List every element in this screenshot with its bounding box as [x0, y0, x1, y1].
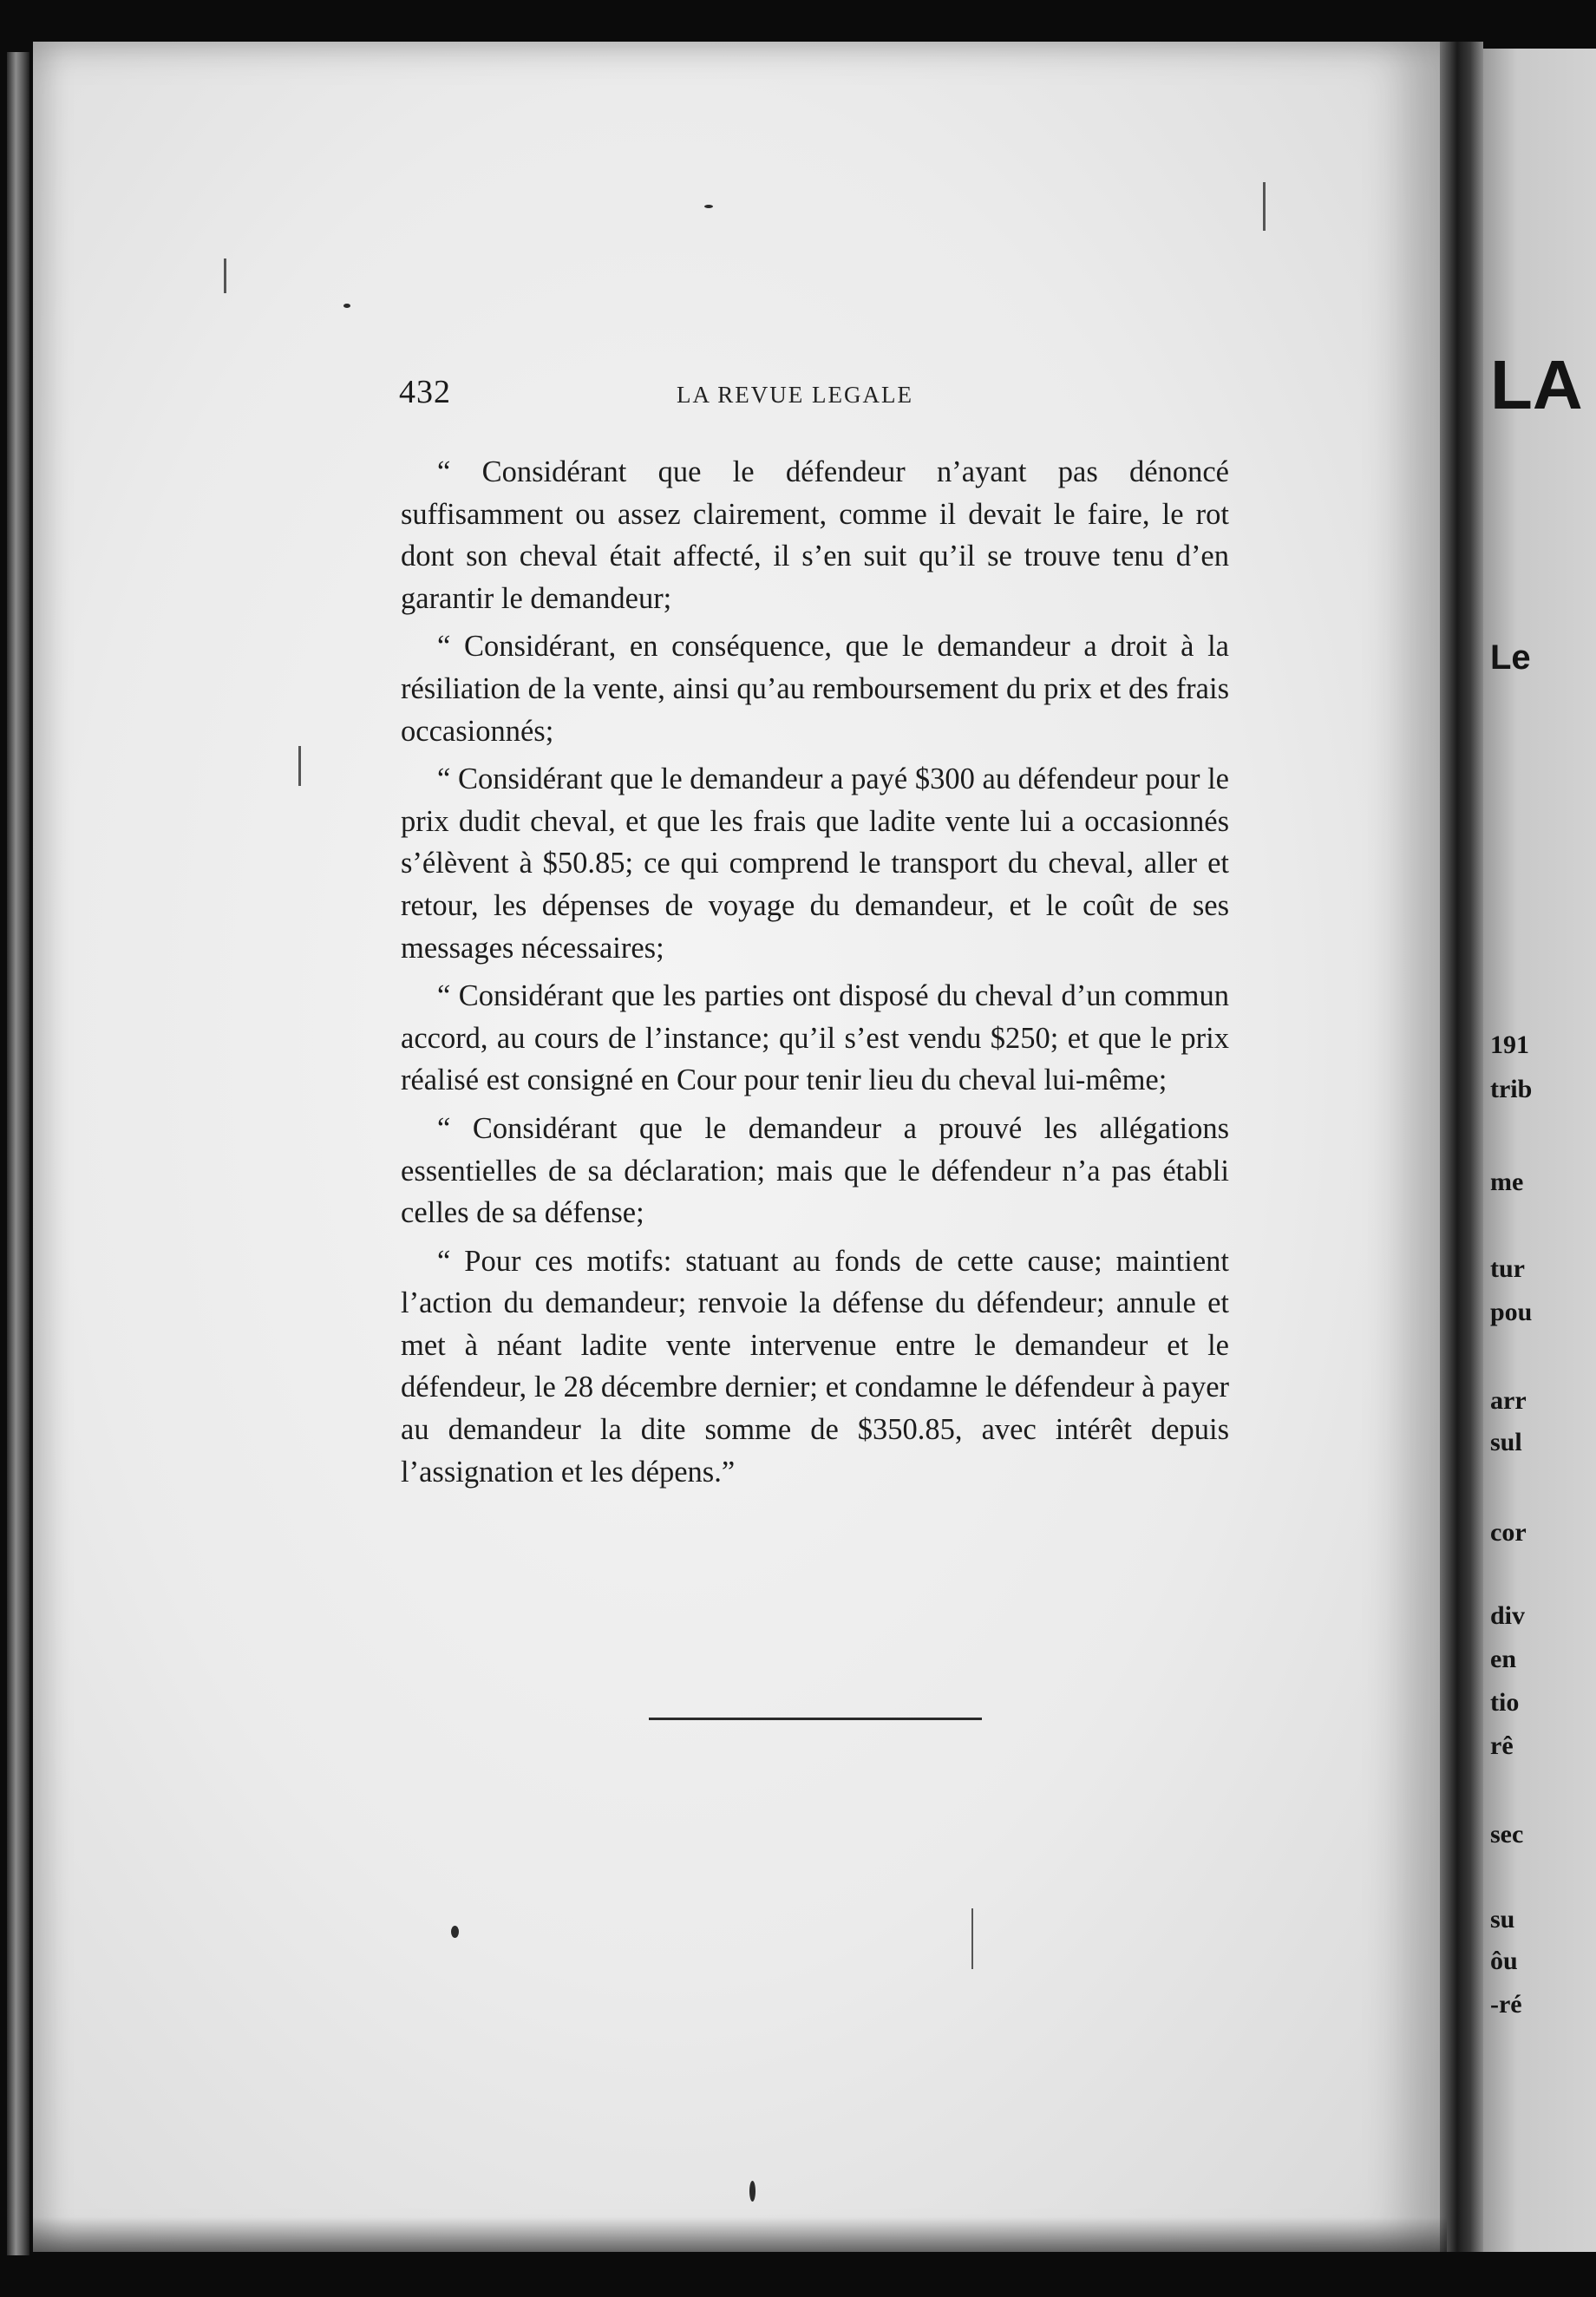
paper-speck	[749, 2181, 755, 2202]
paragraph: “ Considérant que le demandeur a prouvé les allégations essentielles de sa déclaration; mais que le défendeur n’a pas établi celles de sa défense;	[401, 1111, 1229, 1230]
facing-fragment: div	[1490, 1601, 1526, 1630]
end-rule	[649, 1718, 982, 1720]
page-number: 432	[399, 374, 451, 410]
facing-fragment: Le	[1490, 638, 1531, 677]
book-gutter	[1440, 42, 1483, 2252]
paper-speck	[343, 304, 350, 308]
paper-scratch	[298, 746, 301, 786]
facing-fragment: me	[1490, 1168, 1524, 1196]
paper-scratch	[1263, 182, 1266, 231]
facing-fragment: rê	[1490, 1731, 1514, 1760]
paper-speck	[451, 1926, 459, 1938]
paper-scratch	[971, 1908, 973, 1969]
facing-fragment: arr	[1490, 1386, 1527, 1415]
page-body	[401, 451, 1229, 1499]
facing-fragment: trib	[1490, 1075, 1533, 1103]
facing-fragment: cor	[1490, 1518, 1527, 1547]
facing-fragment: pou	[1490, 1298, 1533, 1326]
facing-fragment: 191	[1490, 1031, 1529, 1059]
facing-fragment: en	[1490, 1645, 1516, 1673]
paragraph: “ Considérant, en conséquence, que le demandeur a droit à la résiliation de la vente, ainsi qu’au remboursement du prix et des frais occasionnés;	[401, 630, 1229, 748]
paper-speck	[704, 205, 713, 208]
facing-fragment: sul	[1490, 1428, 1522, 1456]
paragraph: “ Considérant que le demandeur a payé $300 au défendeur pour le prix dudit cheval, et que les frais que ladite vente lui a occasionnés s’élèvent à $50.85; ce qui comprend le transport du cheval, aller et retour, les dépenses de voyage du demandeur, et le coût de ses messages nécessaires;	[401, 762, 1229, 965]
paragraph: “ Considérant que les parties ont disposé du cheval d’un commun accord, au cours de l’instance; qu’il s’est vendu $250; et que le prix réalisé est consigné en Cour pour tenir lieu du cheval lui-même;	[401, 979, 1229, 1097]
facing-fragment: su	[1490, 1905, 1515, 1934]
paragraph: “ Considérant que le défendeur n’ayant pas dénoncé suffisamment ou assez clairement, comme il devait le faire, le rot dont son cheval était affecté, il s’en suit qu’il se trouve tenu d’en garantir le demandeur;	[401, 455, 1229, 615]
facing-fragment: ôu	[1490, 1947, 1518, 1975]
running-title: LA REVUE LEGALE	[677, 382, 913, 408]
running-head	[399, 373, 1266, 416]
paragraph: “ Pour ces motifs: statuant au fonds de cette cause; maintient l’action du demandeur; renvoie la défense du défendeur; annule et met à néant ladite vente intervenue entre le demandeur et le défendeur, le 28 décembre dernier; et condamne le défendeur à payer au demandeur la dite somme de $350.85, avec intérêt depuis l’assignation et les dépens.”	[401, 1244, 1229, 1489]
facing-fragment: tur	[1490, 1254, 1525, 1283]
book-spine-edge	[7, 52, 29, 2255]
facing-fragment: sec	[1490, 1820, 1524, 1849]
paper-scratch	[224, 258, 226, 293]
facing-fragment: LA	[1490, 346, 1583, 423]
facing-page	[1483, 49, 1596, 2252]
facing-fragment: -ré	[1490, 1990, 1522, 2019]
page-bottom-shadow	[33, 2217, 1447, 2252]
facing-fragment: tio	[1490, 1688, 1520, 1717]
